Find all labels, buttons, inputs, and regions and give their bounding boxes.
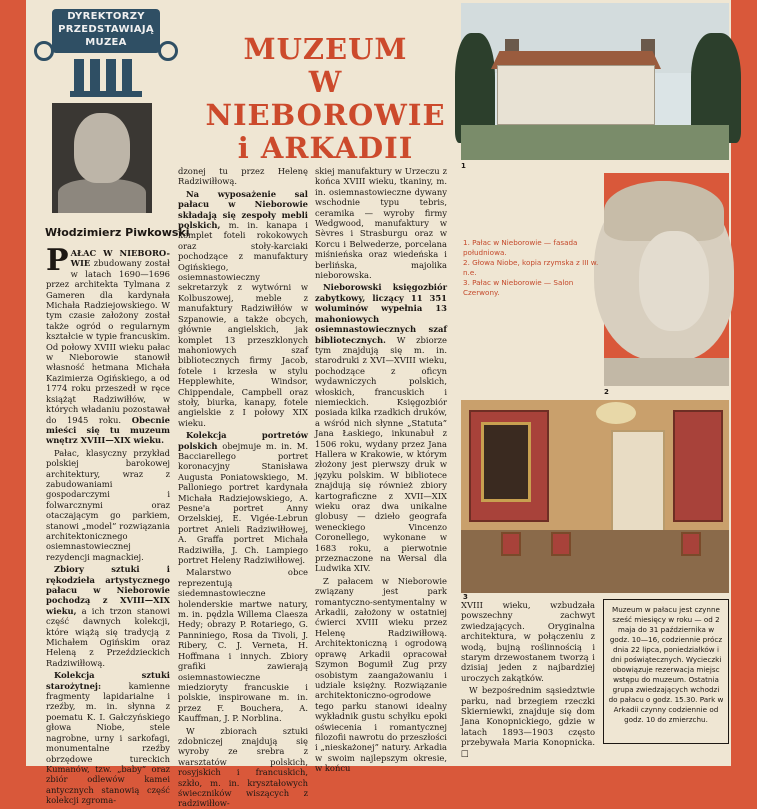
paragraph — [46, 670, 170, 805]
statue-face — [639, 231, 709, 331]
paragraph-text: W zbiorach sztuki zdobniczej znajdują się wyroby ze srebra z warsztatów polskich, rosyjskich i francuskich, szkło, m. in. kryształowych świeczników wiszących z radziwiłłow- — [178, 725, 308, 809]
page-title — [193, 33, 458, 165]
column-icon — [122, 59, 132, 91]
paragraph-text: XVIII wieku, wzbudzała powszechny zachwyt zwiedzających. Oryginalna architektura, w połączeniu z wodą, bujną roślinnością i starym drzewostanem tworzą i dzisiaj jeden z najbardziej uroczych zakątków. — [461, 600, 595, 683]
portrait-head — [74, 113, 130, 183]
paragraph — [46, 564, 170, 668]
paragraph — [178, 726, 308, 809]
paragraph — [315, 576, 447, 774]
volute-left-icon — [34, 41, 54, 61]
chair — [501, 532, 521, 556]
title-line4: i ARKADII — [237, 131, 414, 165]
paragraph-text: Z pałacem w Nieborowie związany jest park romantyczno-sentymentalny w Arkadii, założony w ostatniej ćwierci XVIII wieku przez Helenę Radziwiłłową. Architektoniczną i ogrodową oprawę Arkadii opracował Szymon Bogumił Zug przy osobistym zaangażowaniu i udziale księżny. Rozwiązanie architektoniczno-ogrodowe tego parku stanowi idealny wykładnik gustu schyłku epoki oświecenia i romantycznej filozofii nawrotu do przeszłości i „nieskażonej” natury. Arkadia w swoim najlepszym okresie, w końcu — [315, 575, 447, 774]
lawn — [461, 125, 729, 160]
paragraph — [315, 166, 447, 280]
title-line3: NIEBOROWIE — [205, 98, 446, 132]
article-column-4 — [461, 600, 595, 758]
photo-niobe-head — [604, 173, 729, 386]
logo-line1: DYREKTORZY — [67, 11, 145, 22]
chandelier — [596, 402, 636, 424]
chair — [681, 532, 701, 556]
opening-hours-box: Muzeum w pałacu jest czynne sześć miesięcy w roku — od 2 maja do 31 października w godz. 10—16, codziennie prócz dnia 22 lipca, poniedziałków i dni poświątecznych. Wycieczki obowiązuje rezerwacja miejsc wstępu do muzeum. Ostatnia grupa zwiedzających wchodzi do pałacu o godz. 15.30. Park w Arkadii czynny codziennie od godz. 10 do zmierzchu. — [603, 599, 729, 744]
logo-line2: PRZEDSTAWIAJĄ — [58, 24, 154, 35]
paragraph-text: W zbiorze tym znajdują się m. in. starodruki z XVI—XVIII wieku, pochodzące z oficyn wydawniczych polskich, włoskich, francuskich i niemieckich. Księgozbiór posiada kilka rzadkich druków, a wśród nich słynne „Statuta” Jana Łaskiego, inkunabuł z 1506 roku, wydany przez Jana Hallera w Krakowie, w którym złożony jest pierwszy druk w języku polskim. W bibliotece znajdują się również zbiory kartograficzne z XVII—XIX wieku oraz dwa unikalne globusy — dzieło geografa weneckiego Vincenzo Coronellego, wykonane w 1683 roku, a pierwotnie przeznaczone na Wersal dla Ludwika XIV. — [315, 334, 447, 574]
paragraph-text: dzonej tu przez Helenę Radziwiłłową. — [178, 166, 308, 187]
bold-text: Nieborowski księgozbiór zabytkowy, liczący 11 351 woluminów wypełnia 13 mahoniowych osiemnastowiecznych szaf bibliotecznych. — [315, 282, 447, 345]
museum-columns-logo — [30, 3, 180, 98]
photo-palace-facade — [461, 3, 729, 160]
paragraph-text: obejmuje m. in. M. Bacciarellego portret koronacyjny Stanisława Augusta Poniatowskiego, M. Palloniego portret kardynała Michała Radziejowskiego, A. Pesne'a portret Anny Orzelskiej, E. Vigée-Lebrun portret Anieli Radziwiłłowej, A. Graffa portret Michała Radziwiłła, J. Ch. Lampiego portret Heleny Radziwiłłowej. — [178, 440, 308, 566]
paragraph-text: W bezpośrednim sąsiedztwie parku, nad brzegiem rzeczki Skierniewki, znajduje się dom Jana Konopnickiego, gdzie w latach 1893—1903 często przebywała Maria Konopnicka. □ — [461, 685, 595, 758]
caption-2: 2. Głowa Niobe, kopia rzymska z III w. n.e. — [463, 258, 599, 277]
paragraph — [178, 567, 308, 723]
photo-number: 3 — [463, 593, 468, 601]
statue-head — [594, 181, 734, 361]
column-icon — [106, 59, 116, 91]
logo-line3: MUZEA — [85, 37, 127, 48]
chair — [551, 532, 571, 556]
paragraph — [315, 282, 447, 573]
paragraph — [46, 243, 170, 446]
title-line2: W — [308, 65, 343, 99]
bold-text: Kolekcja portretów polskich — [178, 430, 308, 451]
painting — [481, 422, 531, 502]
photo-number: 1 — [461, 162, 466, 170]
paragraph — [46, 448, 170, 562]
paragraph-text: a ich trzon stanowi część dawnych kolekcji, które wiążą się tradycją z Michałem Ogińskim oraz Heleną z Przeździeckich Radziwiłłową. — [46, 605, 170, 668]
statue-base — [604, 358, 729, 386]
caption-1: 1. Pałac w Nieborowie — fasada południowa. — [463, 238, 578, 257]
volute-right-icon — [158, 41, 178, 61]
palace-building — [497, 65, 655, 125]
bold-text: Zbiory sztuki i rękodzieła artystycznego pałacu w Nieborowie pochodzą z XVIII—XIX wieku, — [46, 564, 170, 616]
author-portrait — [52, 103, 152, 213]
photo-number: 2 — [604, 388, 609, 396]
article-column-3 — [315, 166, 447, 774]
author-name: Włodzimierz Piwkowski — [45, 226, 190, 239]
photo-captions — [463, 238, 601, 298]
paragraph-text: Malarstwo obce reprezentują siedemnastowieczne holenderskie martwe natury, m. in. pędzla Willema Claesza Hedy; obrazy P. Rotariego, G. Panniniego, Rosa da Tivoli, J. Ribery, C. J. Verneta, H. Hoffmana i innych. Zbiory grafiki zawierają osiemnastowieczne miedzioryty francuskie i polskie, inspirowane m. in. przez F. Bouchera, A. Kauffman, J. P. Norblina. — [178, 567, 308, 724]
paragraph — [461, 600, 595, 683]
paragraph — [178, 430, 308, 565]
logo-text — [52, 10, 160, 49]
photo-red-salon — [461, 400, 729, 593]
paragraph-text: m. in. kanapa i komplet foteli rokokowych oraz stoły-karciaki pochodzące z manufaktury Ogińskiego, osiemnastowieczny sekretarzyk z wytwórni w Kolbuszowej, meble z manufaktury Radziwiłłów w Szpanowie, a także obcych, głównie angielskich, jak komplet 13 przeszklonych mahoniowych szaf bibliotecznych firmy Jacob, fotele i krzesła w stylu Hepplewhite, Windsor, Chippendale, Campbell oraz stoły, biurka, kanapy, fotele angielskie z I połowy XIX wieku. — [178, 220, 308, 428]
bold-text: Na wyposażenie sal pałacu w Nieborowie składają się zespoły mebli polskich, — [178, 188, 308, 231]
column-base — [70, 91, 142, 97]
title-line1: MUZEUM — [243, 32, 408, 66]
wall-panel — [673, 410, 723, 522]
paragraph-text: skiej manufaktury w Urzeczu z końca XVIII wieku, tkaniny, m. in. osiemnastowieczne dywany wschodnie typu tebris, ceramika — wyroby firmy Wedgwood, manufaktury w Sèvres i Strasburgu oraz w Korcu i Belwederze, porcelana miśnieńska oraz wiedeńska i berlińska, majolika nieborowska. — [315, 166, 447, 281]
paragraph-text: zbudowany został w latach 1690—1696 przez architekta Tylmana z Gameren dla kardynała Michała Radziejowskiego. W tym czasie założony został także ogród o regularnym kształcie w typie francuskim. Od połowy XVIII wieku pałac w Nieborowie stanowił własność hetmana Michała Kazimierza Ogińskiego, a od 1774 roku przeszedł w ręce książąt Radziwiłłów, w których władaniu pozostawał do 1945 roku. — [46, 258, 170, 425]
article-column-2 — [178, 166, 308, 809]
drop-cap: P — [46, 243, 69, 278]
paragraph-text: kamienne fragmenty lapidarialne i rzeźby, m. in. słynna z poematu K. I. Gałczyńskiego głowa Niobe, stele nagrobne, urny i sarkofagi, monumentalne rzeźby obrzędowe tureckich Kumanów, tzw. „baby” oraz zbiór odlewów kamei antycznych stanowią część kolekcji zgroma- — [46, 680, 170, 806]
bold-text: Kolekcja sztuki starożytnej: — [46, 670, 170, 691]
portrait-body — [58, 179, 146, 213]
doorway — [611, 430, 665, 540]
paragraph — [178, 189, 308, 428]
paragraph — [178, 166, 308, 187]
paragraph — [461, 685, 595, 758]
article-column-1 — [46, 243, 170, 806]
caption-3: 3. Pałac w Nieborowie — Salon Czerwony. — [463, 278, 574, 297]
column-icon — [90, 59, 100, 91]
lead-text: AŁAC W NIEBORO-WIE — [70, 248, 170, 269]
bold-text: Obecnie mieści się tu muzeum wnętrz XVIII—XIX wieku. — [46, 414, 170, 446]
column-icon — [74, 59, 84, 91]
paragraph-text: Pałac, klasyczny przykład polskiej barokowej architektury, wraz z zabudowaniami gospodarczymi i folwarcznymi oraz otaczającym go parkiem, stanowi „model” rozwiązania architektonicznego osiemnastowiecznej rezydencji magnackiej. — [46, 447, 170, 562]
